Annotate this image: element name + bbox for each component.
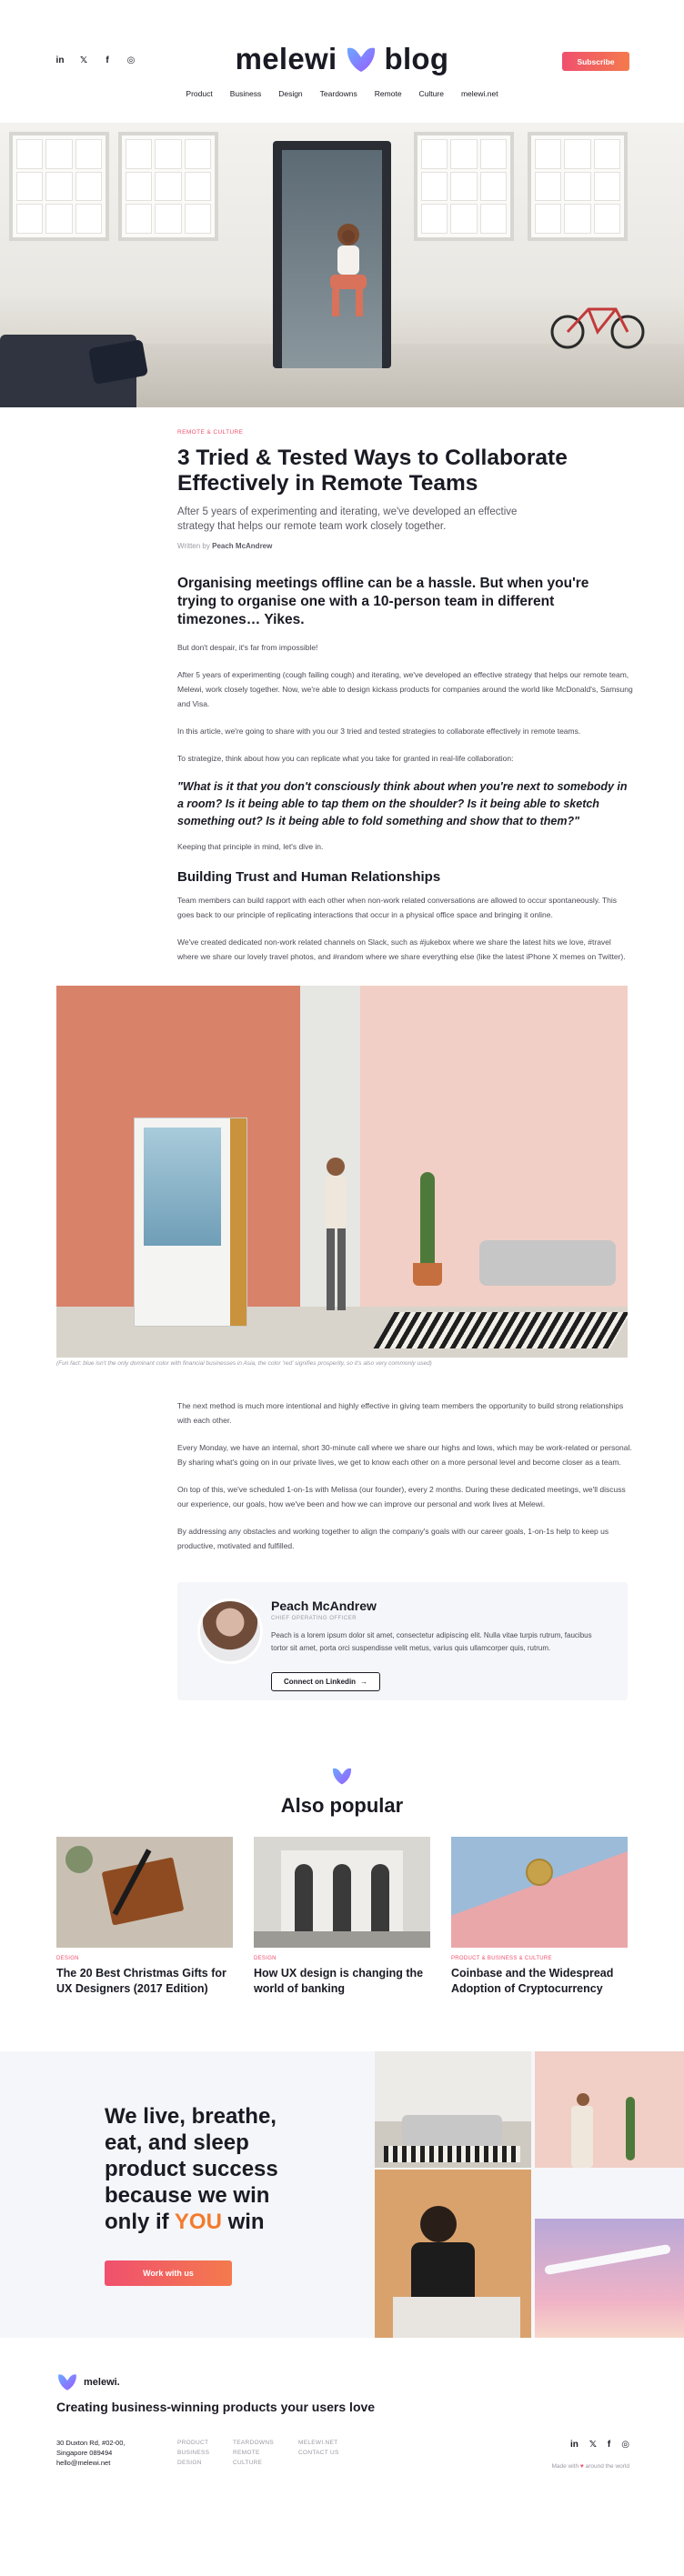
footer-link-contact[interactable]: CONTACT US [298, 2450, 339, 2456]
cta-you: YOU [174, 2210, 222, 2234]
nav-item-product[interactable]: Product [186, 89, 213, 98]
footer-social-links [570, 2440, 629, 2450]
figure-caption: (Fun fact: blue isn't the only dominant color with financial businesses in Asia, the color 'red' signifies prosperity, so it's also very commonly used) [56, 1360, 432, 1367]
work-with-us-button[interactable]: Work with us [105, 2260, 232, 2286]
paragraph: To strategize, think about how you can replicate what you take for granted in real-life collaboration: [177, 754, 514, 763]
footer-col-1 [177, 2438, 209, 2468]
byline-prefix: Written by [177, 542, 210, 550]
instagram-icon[interactable]: ◎ [621, 2440, 629, 2450]
made-prefix: Made with [551, 2463, 579, 2470]
paragraph: We've created dedicated non-work related channels on Slack, such as #jukebox where we share the latest hits we love, #travel where we share our lovely travel photos, and #random where we share everything else (like the latest iPhone X memes on Twitter). [177, 937, 626, 961]
card-image [56, 1837, 233, 1948]
cta-image [535, 2051, 684, 2168]
footer-link-teardowns[interactable]: TEARDOWNS [233, 2440, 274, 2446]
footer-address [56, 2438, 125, 2468]
footer-link-business[interactable]: BUSINESS [177, 2450, 210, 2456]
byline [177, 542, 684, 550]
nav-item-design[interactable]: Design [278, 89, 303, 98]
footer-email[interactable]: hello@melewi.net [56, 2459, 111, 2467]
popular-card[interactable] [56, 1837, 233, 1997]
pull-quote: "What is it that you don't consciously think about when you're next to somebody in a room? Is it being able to tap them on the shoulder? Is it being able to sketch something out? Is it being able to fold something and show that to them?" [177, 780, 628, 827]
twitter-icon[interactable]: 𝕏 [79, 55, 88, 65]
logo-text-left: melewi [235, 42, 337, 75]
footer-link-design[interactable]: DESIGN [177, 2460, 202, 2466]
twitter-icon[interactable]: 𝕏 [588, 2440, 597, 2450]
cta-image [375, 2051, 531, 2168]
address-line: Singapore 089494 [56, 2449, 113, 2457]
author-name: Peach McAndrew [271, 1599, 377, 1613]
nav-item-remote[interactable]: Remote [374, 89, 402, 98]
author-card [177, 1582, 628, 1700]
made-with-love [551, 2463, 629, 2470]
paragraph: Team members can build rapport with each other when non-work related conversations are allowed to occur spontaneously. This goes back to our principle of replicating interactions that occur in a physical office space and bringing it online. [177, 896, 618, 919]
nav-item-melewi-net[interactable]: melewi.net [460, 89, 498, 98]
made-suffix: around the world [585, 2463, 629, 2470]
melewi-heart-icon [331, 1766, 353, 1786]
paragraph: After 5 years of experimenting (cough failing cough) and iterating, we've developed an effective strategy that helps our remote team, Melewi, work closely together. Now, we're able to design kickass products for companies around the world like McDonald's, Samsung and Visa. [177, 670, 633, 708]
section-heading: Building Trust and Human Relationships [177, 869, 441, 885]
logo-text-right: blog [384, 42, 449, 75]
linkedin-icon[interactable]: in [569, 2440, 578, 2450]
footer-link-product[interactable]: PRODUCT [177, 2440, 209, 2446]
author-avatar [197, 1599, 263, 1664]
melewi-heart-icon [345, 45, 377, 74]
popular-cards [56, 1837, 628, 1997]
melewi-heart-icon [56, 2372, 78, 2391]
facebook-icon[interactable]: f [607, 2440, 611, 2450]
footer-logo[interactable] [56, 2372, 120, 2391]
paragraph: On top of this, we've scheduled 1-on-1s with Melissa (our founder), every 2 months. During these dedicated meetings, we'll discuss our experience, our goals, how we've been and how we can improve our personal and work lives at Melewi. [177, 1485, 626, 1509]
card-title: Coinbase and the Widespread Adoption of Cryptocurrency [451, 1967, 614, 1995]
footer-link-remote[interactable]: REMOTE [233, 2450, 260, 2456]
hero-image [0, 123, 684, 407]
card-title: How UX design is changing the world of banking [254, 1967, 424, 1995]
nav-item-culture[interactable]: Culture [418, 89, 444, 98]
footer-link-culture[interactable]: CULTURE [233, 2460, 263, 2466]
article-body [0, 575, 684, 964]
paragraph: Keeping that principle in mind, let's dive in. [177, 842, 324, 851]
article-figure-image [56, 986, 628, 1358]
footer-col-3 [298, 2438, 339, 2458]
paragraph: By addressing any obstacles and working together to align the company's goals with our career goals, 1-on-1s help to keep us productive, motivated and fulfilled. [177, 1527, 609, 1550]
main-nav [0, 89, 684, 98]
popular-card[interactable] [254, 1837, 430, 1997]
cta-section [0, 2051, 684, 2338]
site-footer [0, 2338, 684, 2474]
cta-image [375, 2170, 531, 2338]
popular-title: Also popular [280, 1794, 404, 1817]
article-header [0, 429, 684, 550]
author-role: CHIEF OPERATING OFFICER [271, 1616, 357, 1621]
paragraph: The next method is much more intentional and highly effective in giving team members the opportunity to build strong relationships with each other. [177, 1401, 624, 1425]
card-category: PRODUCT & BUSINESS & CULTURE [451, 1956, 552, 1961]
paragraph: But don't despair, it's far from impossible! [177, 643, 318, 652]
card-category: DESIGN [56, 1956, 79, 1961]
article-title: 3 Tried & Tested Ways to Collaborate Effectively in Remote Teams [177, 446, 568, 496]
article-lead: Organising meetings offline can be a hassle. But when you're trying to organise one with a 10-person team in different timezones… Yikes. [177, 576, 589, 627]
subscribe-button[interactable]: Subscribe [562, 52, 629, 71]
cta-headline [105, 2103, 296, 2235]
article-subtitle: After 5 years of experimenting and iterating, we've developed an effective strategy that helps our remote team work closely together. [177, 506, 518, 532]
heart-icon: ♥ [579, 2463, 584, 2470]
cta-image [535, 2219, 684, 2338]
also-popular-section [0, 1766, 684, 1997]
cta-line2: win [221, 2210, 265, 2234]
paragraph: Every Monday, we have an internal, short 30-minute call where we share our highs and lows, which may be work-related or personal. By sharing what's going on in our private lives, we get to know each other on a more personal level and become closer as a team. [177, 1443, 632, 1467]
linkedin-icon[interactable]: in [55, 55, 65, 65]
address-line: 30 Duxton Rd, #02-00, [56, 2439, 126, 2447]
card-image [254, 1837, 430, 1948]
arrow-right-icon: → [360, 1678, 368, 1686]
connect-label: Connect on Linkedin [283, 1678, 357, 1686]
footer-link-melewi-net[interactable]: MELEWI.NET [298, 2440, 338, 2446]
instagram-icon[interactable]: ◎ [126, 55, 136, 65]
card-category: DESIGN [254, 1956, 277, 1961]
nav-item-business[interactable]: Business [229, 89, 262, 98]
article-body-continued [0, 1398, 684, 1553]
byline-author[interactable]: Peach McAndrew [212, 542, 273, 550]
card-title: The 20 Best Christmas Gifts for UX Designers (2017 Edition) [56, 1967, 226, 1995]
footer-tagline: Creating business-winning products your users love [56, 2400, 376, 2414]
author-bio: Peach is a lorem ipsum dolor sit amet, consectetur adipiscing elit. Nulla vitae turpis rutrum, faucibus tortor sit amet, porta orci suspendisse velit metus, varius quis ullamcorper quis, rutrum. [271, 1631, 592, 1652]
site-header [0, 0, 684, 123]
paragraph: In this article, we're going to share with you our 3 tried and tested strategies to collaborate effectively in remote teams. [177, 727, 581, 736]
nav-item-teardowns[interactable]: Teardowns [319, 89, 357, 98]
footer-col-2 [233, 2438, 274, 2468]
card-image [451, 1837, 628, 1948]
cta-line1: We live, breathe, eat, and sleep product success because we win only if [105, 2104, 278, 2234]
facebook-icon[interactable]: f [106, 55, 109, 65]
popular-card[interactable] [451, 1837, 628, 1997]
connect-linkedin-button[interactable] [271, 1672, 380, 1691]
article-category[interactable]: REMOTE & CULTURE [177, 429, 244, 436]
footer-logo-text: melewi. [84, 2376, 120, 2388]
